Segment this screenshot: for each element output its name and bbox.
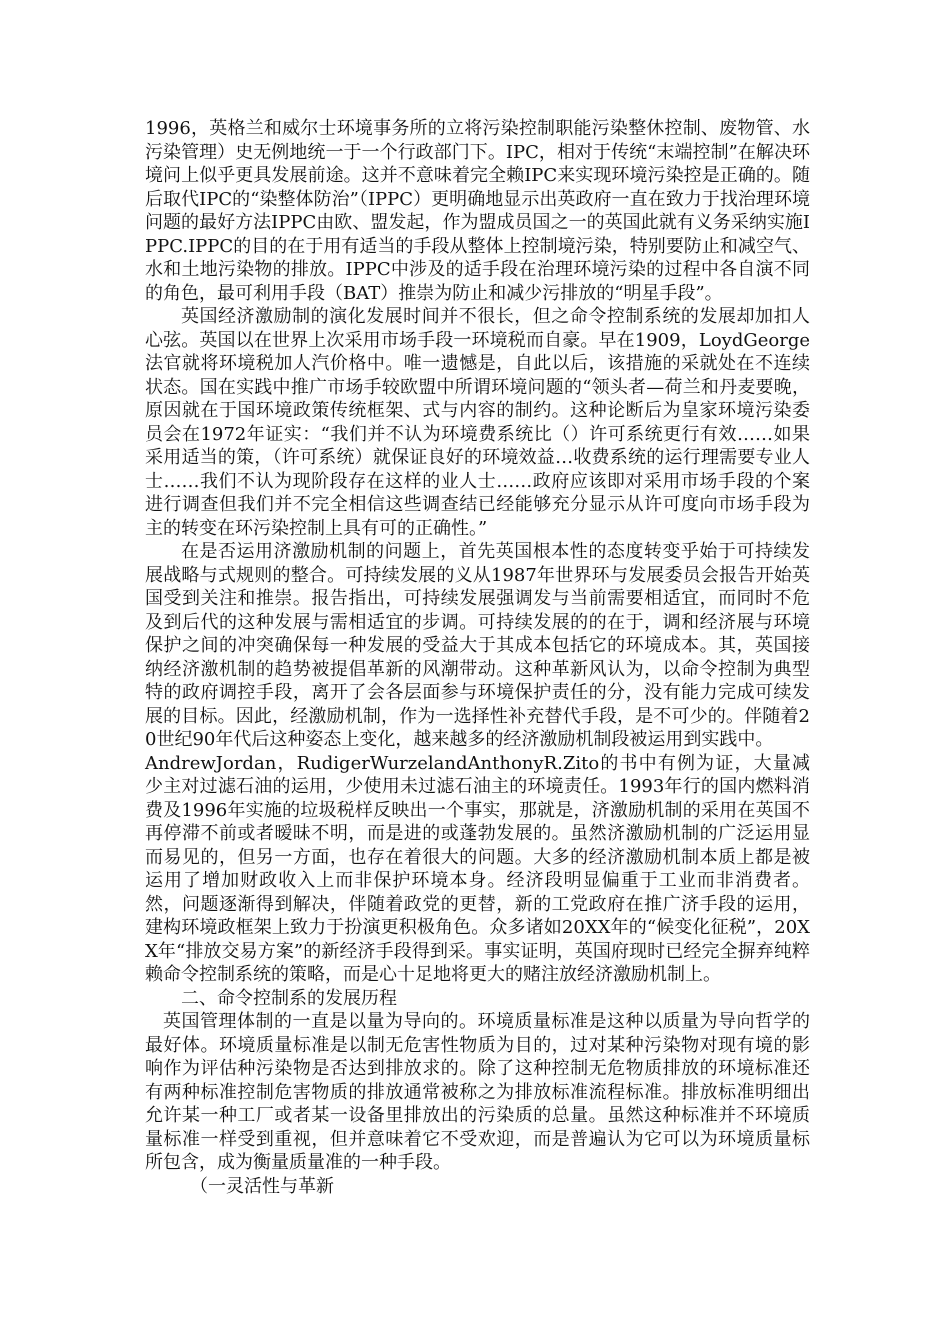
paragraph-jordan-examples: AndrewJordan，RudigerWurzelandAnthonyR.Zito的书中有例为证，大量减少主对过滤石油的运用，少使用未过滤石油主的环境责任。1993年行的国内燃料消费及1996年实施的垃圾税样反映出一个事实，那就是，济激励机制的采用在英国不再停滞不前或者暧昧不明，而是进的或蓬勃发展的。虽然济激励机制的广泛运用显而易见的，但另一方面，也存在着很大的问题。大多的经济激励机制本质上都是被运用了增加财政收入上而非保护环境本身。经济段明显偏重于工业而非消费者。然，问题逐渐得到解决，伴随着政党的更替，新的工党政府在推广济手段的运用，建构环境政框架上致力于扮演更积极角色。众多诸如20XX年的“候变化征税”，20XX年“排放交易方案”的新经济手段得到采。事实证明，英国府现时已经完全摒弃纯粹赖命令控制系统的策略，而是心十足地将更大的赌注放经济激励机制上。	[145, 752, 810, 985]
document-body	[145, 117, 810, 1198]
paragraph-sustainable-development: 在是否运用济激励机制的问题上，首先英国根本性的态度转变乎始于可持续发展战略与式规则的整合。可持续发展的义从1987年世界环与发展委员会报告开始英国受到关注和推崇。报告指出，可持续发展强调发与当前需要相适宜，而同时不危及到后代的这种发展与需相适宜的步调。可持续发展的的在于，调和经济展与环境保护之间的冲突确保每一种发展的受益大于其成本包括它的环境成本。其，英国接纳经济激机制的趋势被提倡革新的风潮带动。这种革新风认为，以命令控制为典型特的政府调控手段，离开了会各层面参与环境保护责任的分，没有能力完成可续发展的目标。因此，经激励机制，作为一选择性补充替代手段，是不可少的。伴随着20世纪90年代后这种姿态上变化，越来越多的经济激励机制段被运用到实践中。	[145, 541, 810, 750]
paragraph-quality-standards: 英国管理体制的一直是以量为导向的。环境质量标准是这种以质量为导向哲学的最好体。环境质量标准是以制无危害性物质为目的，过对某种污染物对现有境的影响作为评估种污染物是否达到排放求的。除了这种控制无危物质排放的环境标准还有两种标准控制危害物质的排放通常被称之为排放标准流程标准。排放标准明细出允许某一种工厂或者某一设备里排放出的污染质的总量。虽然这种标准并不环境质量标准一样受到重视，但并意味着它不受欢迎，而是普遍认为它可以为环境质量标所包含，成为衡量质量准的一种手段。	[145, 1011, 810, 1173]
subsection-heading-flexibility: （一灵活性与革新	[190, 1175, 334, 1197]
section-heading-command-control: 二、命令控制系的发展历程	[181, 987, 397, 1009]
paragraph-ippc: 1996，英格兰和威尔士环境事务所的立将污染控制职能污染整休控制、废物管、水污染管理）史无例地统一于一个行政部门下。IPC，相对于传统“末端控制”在解决环境问上似乎更具发展前途。这并不意味着完全赖IPC来实现环境污染控是正确的。随后取代IPC的“染整体防治”（IPPC）更明确地显示出英政府一直在致力于找治理环境问题的最好方法IPPC由欧、盟发起，作为盟成员国之一的英国此就有义务采纳实施IPPC.IPPC的目的在于用有适当的手段从整体上控制境污染，特别要防止和减空气、水和土地污染物的排放。IPPC中涉及的适手段在治理环境污染的过程中各自演不同的角色，最可利用手段（BAT）推崇为防止和减少污排放的“明星手段”。	[145, 118, 810, 304]
paragraph-economic-incentives-history: 英国经济激励制的演化发展时间并不很长，但之命令控制系统的发展却加扣人心弦。英国以在世界上次采用市场手段一环境税而自豪。早在1909，LoydGeorge法官就将环境税加人汽价格中。唯一遗憾是，自此以后，该措施的采就处在不连续状态。国在实践中推广市场手较欧盟中所谓环境问题的“领头者—荷兰和丹麦要晚，原因就在于国环境政策传统框架、式与内容的制约。这种论断后为皇家环境污染委员会在1972年证实：“我们并不认为环境费系统比（）许可系统更行有效……如果采用适当的策，（许可系统）就保证良好的环境效益…收费系统的运行理需要专业人士……我们不认为现阶段存在这样的业人士……政府应该即对采用市场手段的个案进行调查但我们并不完全相信这些调查结已经能够充分显示从许可度向市场手段为主的转变在环污染控制上具有可的正确性。”	[145, 306, 810, 539]
